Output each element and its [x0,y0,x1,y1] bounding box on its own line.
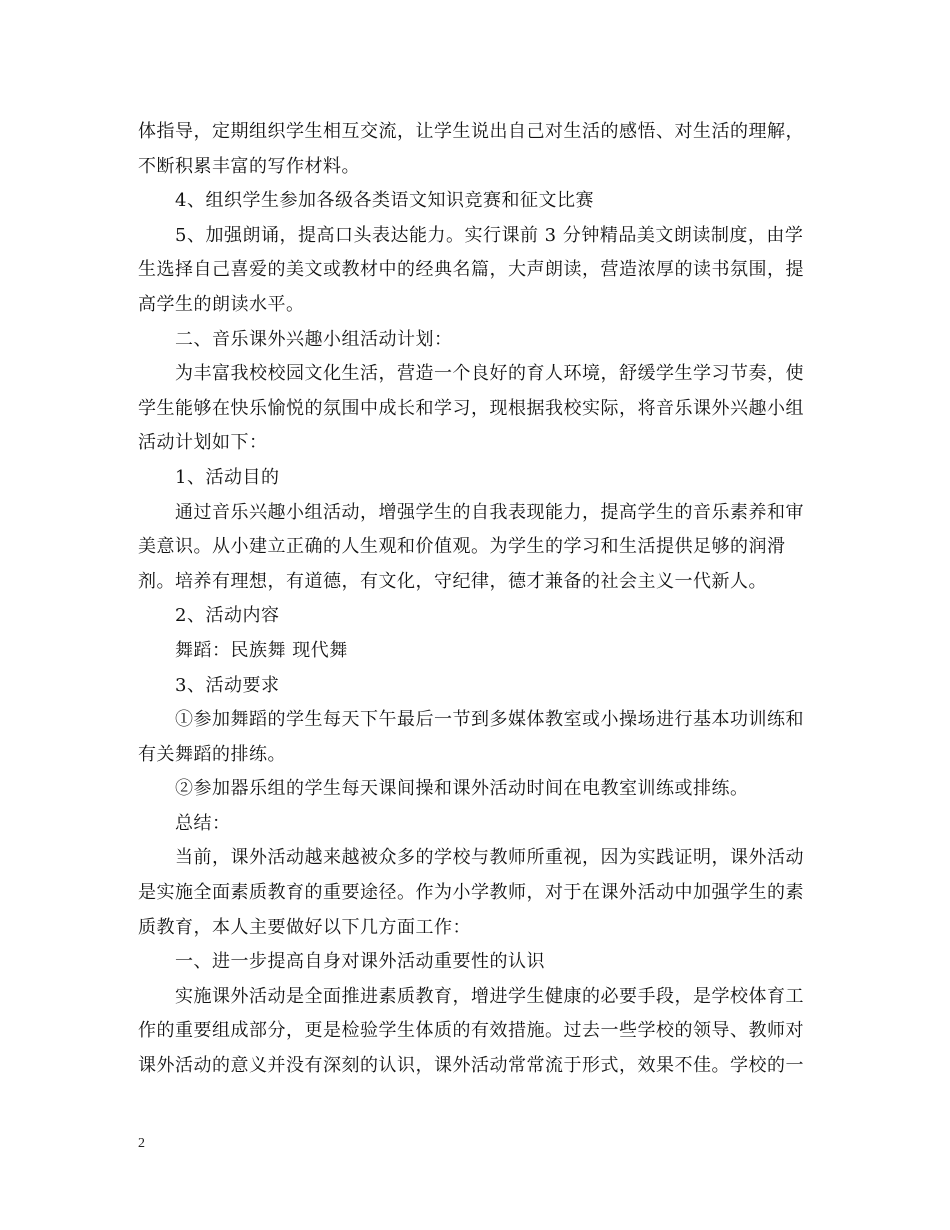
page-number: 2 [138,1136,145,1151]
section-heading: 一、进一步提高自身对课外活动重要性的认识 [175,951,545,973]
document-body [138,115,818,1084]
section-heading: 二、音乐课外兴趣小组活动计划： [175,328,453,350]
paragraph: 4、组织学生参加各级各类语文知识竞赛和征文比赛 [175,190,594,212]
paragraph: 舞蹈：民族舞 现代舞 [175,639,348,661]
section-heading: 总结： [175,812,231,834]
paragraph: ①参加舞蹈的学生每天下午最后一节到多媒体教室或小操场进行基本功训练和有关舞蹈的排练。 [138,709,804,765]
subheading: 2、活动内容 [175,605,280,627]
paragraph: 通过音乐兴趣小组活动，增强学生的自我表现能力，提高学生的音乐素养和审美意识。从小建立正确的人生观和价值观。为学生的学习和生活提供足够的润滑剂。培养有理想，有道德，有文化，守纪律，德才兼备的社会主义一代新人。 [138,501,804,592]
subheading: 3、活动要求 [175,674,280,696]
paragraph: 为丰富我校校园文化生活，营造一个良好的育人环境，舒缓学生学习节奏，使学生能够在快乐愉悦的氛围中成长和学习，现根据我校实际，将音乐课外兴趣小组活动计划如下： [138,363,804,454]
paragraph: ②参加器乐组的学生每天课间操和课外活动时间在电教室训练或排练。 [175,778,749,800]
paragraph: 体指导，定期组织学生相互交流，让学生说出自己对生活的感悟、对生活的理解，不断积累丰富的写作材料。 [138,121,804,177]
paragraph: 实施课外活动是全面推进素质教育，增进学生健康的必要手段，是学校体育工作的重要组成部分，更是检验学生体质的有效措施。过去一些学校的领导、教师对课外活动的意义并没有深刻的认识，课外活动常常流于形式，效果不佳。学校的一 [138,985,804,1077]
subheading: 1、活动目的 [175,466,280,488]
paragraph: 当前，课外活动越来越被众多的学校与教师所重视，因为实践证明，课外活动是实施全面素质教育的重要途径。作为小学教师，对于在课外活动中加强学生的素质教育，本人主要做好以下几方面工作： [138,847,804,938]
paragraph: 5、加强朗诵，提高口头表达能力。实行课前 3 分钟精品美文朗读制度，由学生选择自己喜爱的美文或教材中的经典名篇，大声朗读，营造浓厚的读书氛围，提高学生的朗读水平。 [138,224,804,315]
